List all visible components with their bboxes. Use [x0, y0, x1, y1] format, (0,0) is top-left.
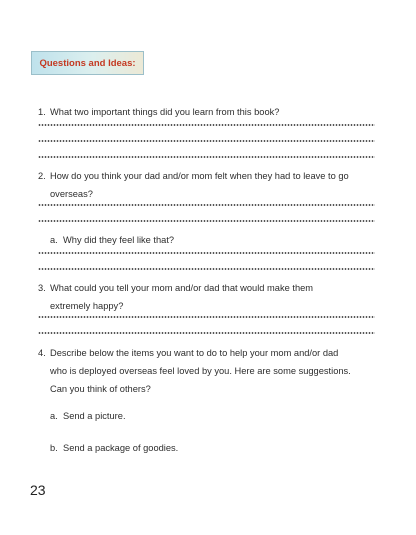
question-text: extremely happy?: [50, 301, 124, 311]
answer-line[interactable]: [38, 252, 375, 254]
answer-line[interactable]: [38, 220, 375, 222]
answer-line[interactable]: [38, 204, 375, 206]
sub-letter: b.: [50, 443, 58, 453]
sub-text: Send a picture.: [63, 411, 126, 421]
question-text: Describe below the items you want to do to help your mom and/or dad: [50, 348, 339, 358]
question-1: [38, 103, 378, 121]
answer-line[interactable]: [38, 156, 375, 158]
question-number: 1.: [38, 107, 46, 117]
sub-text: Send a package of goodies.: [63, 443, 179, 453]
question-number: 3.: [38, 283, 46, 293]
question-text: What could you tell your mom and/or dad that would make them: [50, 283, 314, 293]
sub-question-a: [50, 231, 174, 249]
sub-text: Why did they feel like that?: [63, 235, 175, 245]
answer-line[interactable]: [38, 332, 375, 334]
question-2: [38, 167, 378, 203]
page-number: 23: [30, 482, 46, 498]
question-text: who is deployed overseas feel loved by you. Here are some suggestions.: [50, 366, 351, 376]
sub-letter: a.: [50, 235, 58, 245]
answer-line[interactable]: [38, 140, 375, 142]
answer-line[interactable]: [38, 124, 375, 126]
question-number: 4.: [38, 348, 46, 358]
section-header-title: Questions and Ideas:: [39, 57, 136, 69]
question-text: Can you think of others?: [50, 384, 151, 394]
question-text: overseas?: [50, 189, 93, 199]
answer-line[interactable]: [38, 268, 375, 270]
suggestion-a: [50, 407, 126, 425]
question-number: 2.: [38, 171, 46, 181]
answer-line[interactable]: [38, 316, 375, 318]
question-text: How do you think your dad and/or mom felt when they had to leave to go: [50, 171, 349, 181]
sub-letter: a.: [50, 411, 58, 421]
section-header-box: [31, 51, 144, 75]
question-4: [38, 344, 378, 398]
question-3: [38, 279, 378, 315]
suggestion-b: [50, 439, 178, 457]
question-text: What two important things did you learn from this book?: [50, 107, 280, 117]
